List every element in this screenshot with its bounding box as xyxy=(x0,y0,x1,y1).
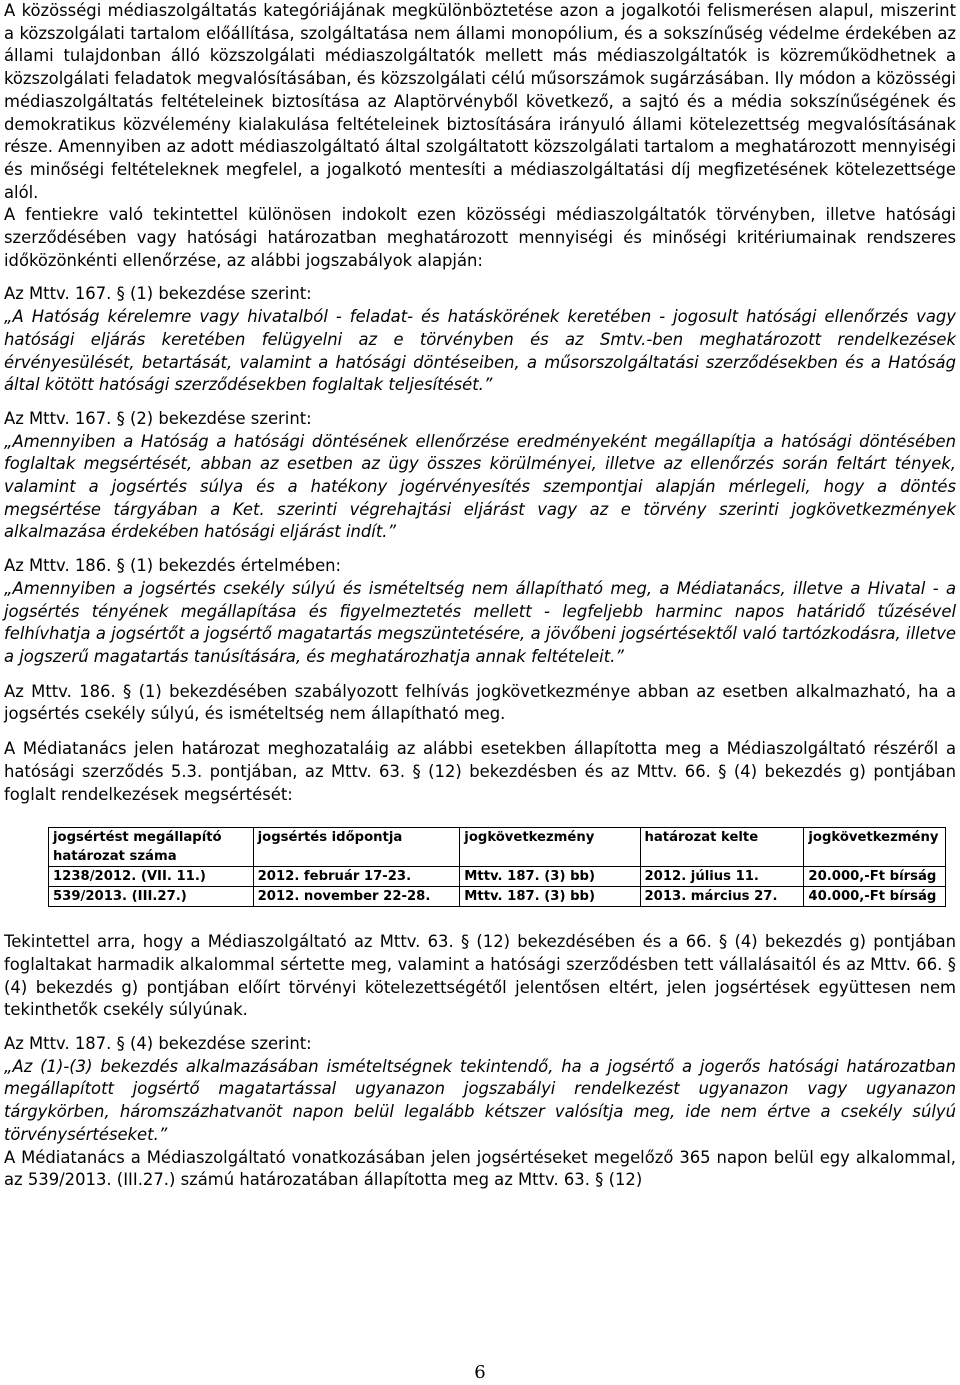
citation-text-167-2: „Amennyiben a Hatóság a hatósági döntésének ellenőrzése eredményeként megállapítja a hatósági döntésében foglaltak megsértését, abban az esetben az ügy összes körülményei, illetve az ellenőrzés során feltárt tények, valamint a jogsértés súlya és a hatékony jogérvényesítés szempontjai alapján mérlegeli, hogy a döntés megsértése tárgyában a Ket. szerinti végrehajtási eljárást vagy az e törvény szerinti jogkövetkezmények alkalmazása érdekében hatósági eljárást indít.” xyxy=(4,431,956,542)
page-number: 6 xyxy=(474,1362,486,1383)
paragraph-previous-violations: A Médiatanács jelen határozat meghozataláig az alábbi esetekben állapította meg a Médiaszolgáltató részéről a hatósági szerződés 5.3. pontjában, az Mttv. 63. § (12) bekezdésben és az Mttv. 66. § (4) bekezdés g) pontjában foglalt rendelkezések megsértését: xyxy=(4,739,956,804)
document-page xyxy=(4,0,956,1192)
table-header-cell: jogsértést megállapító határozat száma xyxy=(49,828,254,867)
citation-reference-167-1: Az Mttv. 167. § (1) bekezdése szerint: xyxy=(4,284,312,304)
table-cell: 20.000,-Ft bírság xyxy=(804,867,946,887)
table-cell: Mttv. 187. (3) bb) xyxy=(460,867,640,887)
paragraph-legal-basis-intro: A fentiekre való tekintettel különösen indokolt ezen közösségi médiaszolgáltatók törvényben, illetve hatósági szerződésében vagy hatósági határozatban meghatározott mennyiségi és minőségi kritériumainak rendszeres időközönkénti ellenőrzése, az alábbi jogszabályok alapján: xyxy=(4,205,956,270)
paragraph-repeat-offense: A Médiatanács a Médiaszolgáltató vonatkozásában jelen jogsértéseket megelőző 365 napon belül egy alkalommal, az 539/2013. (III.27.) számú határozatában állapította meg az Mttv. 63. § (12) xyxy=(4,1147,956,1190)
table-cell: 2012. július 11. xyxy=(640,867,804,887)
table-header-cell: határozat kelte xyxy=(640,828,804,867)
table-cell: 2013. március 27. xyxy=(640,887,804,907)
citation-text-187-4: „Az (1)-(3) bekezdés alkalmazásában ismételtségnek tekintendő, ha a jogsértő a jogerős hatósági határozatban megállapított jogsértő magatartással ugyanazon jogszabályi rendelkezést ugyanazon vagy ugyanazon tárgykörben, háromszázhatvanöt napon belül legalább kétszer valósítja meg, ide nem értve a csekély súlyú törvénysértéseket.” xyxy=(4,1056,956,1144)
violations-table xyxy=(48,827,946,907)
citation-text-186-1: „Amennyiben a jogsértés csekély súlyú és ismételtség nem állapítható meg, a Médiatanács, illetve a Hivatal - a jogsértés tényének megállapítása és figyelmeztetés mellett - legfeljebb harminc napos határidő tűzésével felhívhatja a jogsértőt a jogsértő magatartás megszüntetésére, a jövőbeni jogsértésektől való tartózkodásra, illetve a jogszerű magatartás tanúsítására, és meghatározhatja annak feltételeit.” xyxy=(4,578,956,666)
table-cell: 539/2013. (III.27.) xyxy=(49,887,254,907)
table-header-cell: jogkövetkezmény xyxy=(804,828,946,867)
paragraph-assessment: Tekintettel arra, hogy a Médiaszolgáltató az Mttv. 63. § (12) bekezdésében és a 66. § (4) bekezdés g) pontjában foglaltakat harmadik alkalommal sértette meg, valamint a hatósági szerződésben tett vállalásaitól és az Mttv. 66. § (4) bekezdés g) pontjában előírt törvényi kötelezettségétől jelentősen eltért, jelen jogsértések együttesen nem tekinthetők csekély súlyúnak. xyxy=(4,932,956,1020)
paragraph-community-media: A közösségi médiaszolgáltatás kategóriájának megkülönböztetése azon a jogalkotói felismerésen alapul, miszerint a közszolgálati tartalom előállítása, szolgáltatása nem állami monopólium, és a sokszínűség védelme érdekében az állami tulajdonban álló közszolgálati médiaszolgáltatók mellett más médiaszolgáltatók is közreműködhetnek a közszolgálati feladatok megvalósításában, és közszolgálati célú műsorszámok sugárzásában. Ily módon a közösségi médiaszolgáltatás feltételeinek biztosítása az Alaptörvényből következő, a sajtó és a média sokszínűségének és demokratikus közvélemény kialakulása feltételeinek biztosítására irányuló állami kötelezettség megvalósításának része. Amennyiben az adott médiaszolgáltató által szolgáltatott közszolgálati tartalom a meghatározott mennyiségi és minőségi feltételeknek megfelel, a jogalkotó mentesíti a médiaszolgáltatási díj megfizetésének kötelezettsége alól. xyxy=(4,1,956,202)
table-cell: Mttv. 187. (3) bb) xyxy=(460,887,640,907)
table-row xyxy=(49,887,946,907)
table-header-row xyxy=(49,828,946,867)
citation-reference-186-1: Az Mttv. 186. § (1) bekezdés értelmében: xyxy=(4,556,342,576)
table-header-cell: jogsértés időpontja xyxy=(253,828,460,867)
table-cell: 2012. február 17-23. xyxy=(253,867,460,887)
table-cell: 40.000,-Ft bírság xyxy=(804,887,946,907)
paragraph-186-consequence: Az Mttv. 186. § (1) bekezdésében szabályozott felhívás jogkövetkezménye abban az esetben alkalmazható, ha a jogsértés csekély súlyú, és ismételtség nem állapítható meg. xyxy=(4,681,956,724)
citation-reference-167-2: Az Mttv. 167. § (2) bekezdése szerint: xyxy=(4,408,312,428)
table-cell: 2012. november 22-28. xyxy=(253,887,460,907)
table-row xyxy=(49,867,946,887)
table-header-cell: jogkövetkezmény xyxy=(460,828,640,867)
citation-text-167-1: „A Hatóság kérelemre vagy hivatalból - feladat- és hatáskörének keretében - jogosult hatósági ellenőrzés vagy hatósági eljárás keretében felügyelni az e törvényben és az Smtv.-ben meghatározott rendelkezések érvényesülését, betartását, valamint a hatósági döntéseiben, a műsorszolgáltatási szerződésekben és a Hatóság által kötött hatósági szerződésekben foglaltak teljesítését.” xyxy=(4,307,956,395)
table-cell: 1238/2012. (VII. 11.) xyxy=(49,867,254,887)
citation-reference-187-4: Az Mttv. 187. § (4) bekezdése szerint: xyxy=(4,1034,312,1054)
